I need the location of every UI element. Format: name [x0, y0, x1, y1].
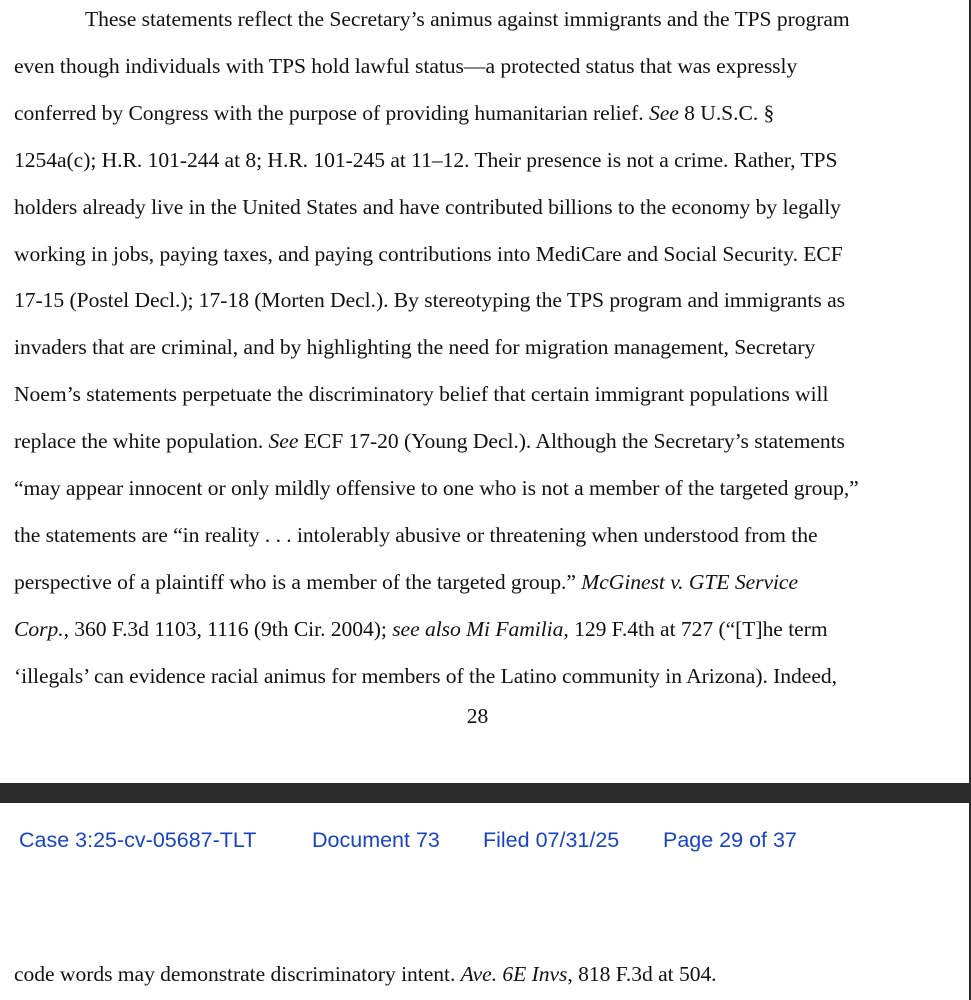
italic-citation: McGinest v. GTE Service: [581, 569, 799, 594]
italic-citation: Corp.: [14, 616, 64, 641]
case-number: Case 3:25-cv-05687-TLT: [19, 828, 257, 852]
text-segment: Noem’s statements perpetuate the discriminatory belief that certain immigrant populations will: [14, 382, 829, 407]
text-line: [14, 194, 841, 220]
text-line: [14, 381, 828, 407]
text-segment: 8 U.S.C. §: [678, 100, 775, 125]
italic-citation: see also Mi Familia: [392, 616, 564, 641]
text-line: [14, 475, 859, 501]
text-line: [14, 53, 797, 79]
text-segment: code words may demonstrate discriminatory intent.: [14, 962, 461, 986]
text-segment: perspective of a plaintiff who is a member of the targeted group.”: [14, 569, 582, 594]
text-segment: ECF 17-20 (Young Decl.). Although the Secretary’s statements: [298, 429, 845, 454]
text-segment: even though individuals with TPS hold lawful status—a protected status that was expressly: [14, 53, 798, 78]
text-line: [85, 6, 850, 32]
document-number: Document 73: [312, 828, 440, 852]
text-line: [14, 663, 837, 689]
page-divider: [0, 783, 971, 803]
page-number: 28: [466, 704, 489, 728]
text-segment: conferred by Congress with the purpose of providing humanitarian relief.: [14, 100, 649, 125]
italic-citation: See: [268, 429, 299, 454]
text-line: [14, 428, 845, 454]
page-of-total: Page 29 of 37: [663, 828, 797, 852]
text-segment: , 360 F.3d 1103, 1116 (9th Cir. 2004);: [63, 616, 393, 641]
filed-date: Filed 07/31/25: [483, 828, 620, 852]
text-segment: 17-15 (Postel Decl.); 17-18 (Morten Decl.). By stereotyping the TPS program and immigrants as: [14, 288, 845, 313]
text-segment: These statements reflect the Secretary’s animus against immigrants and the TPS program: [85, 7, 850, 31]
text-line: [14, 100, 774, 126]
text-line: [14, 616, 828, 642]
text-segment: , 818 F.3d at 504.: [567, 962, 717, 986]
text-line: [14, 241, 843, 267]
text-line: [14, 287, 845, 313]
text-line: [14, 147, 837, 173]
text-segment: “may appear innocent or only mildly offensive to one who is not a member of the targeted group,”: [14, 476, 859, 500]
text-segment: ‘illegals’ can evidence racial animus for members of the Latino community in Arizona). Indeed,: [14, 663, 837, 688]
text-segment: 1254a(c); H.R. 101-244 at 8; H.R. 101-245 at 11–12. Their presence is not a crime. Rather, TPS: [14, 147, 838, 172]
text-segment: replace the white population.: [14, 429, 269, 454]
text-line: [14, 569, 798, 595]
text-segment: , 129 F.4th at 727 (“[T]he term: [563, 616, 828, 641]
text-line: [14, 334, 815, 360]
text-segment: working in jobs, paying taxes, and paying contributions into MediCare and Social Security. ECF: [14, 241, 843, 266]
italic-citation: See: [649, 100, 679, 125]
text-segment: holders already live in the United States and have contributed billions to the economy by legally: [14, 194, 841, 219]
text-line: [14, 522, 818, 548]
text-segment: invaders that are criminal, and by highlighting the need for migration management, Secretary: [14, 335, 816, 360]
continued-text-line: [14, 961, 717, 987]
italic-citation: Ave. 6E Invs: [460, 962, 568, 986]
text-segment: the statements are “in reality . . . intolerably abusive or threatening when understood from the: [14, 522, 818, 547]
